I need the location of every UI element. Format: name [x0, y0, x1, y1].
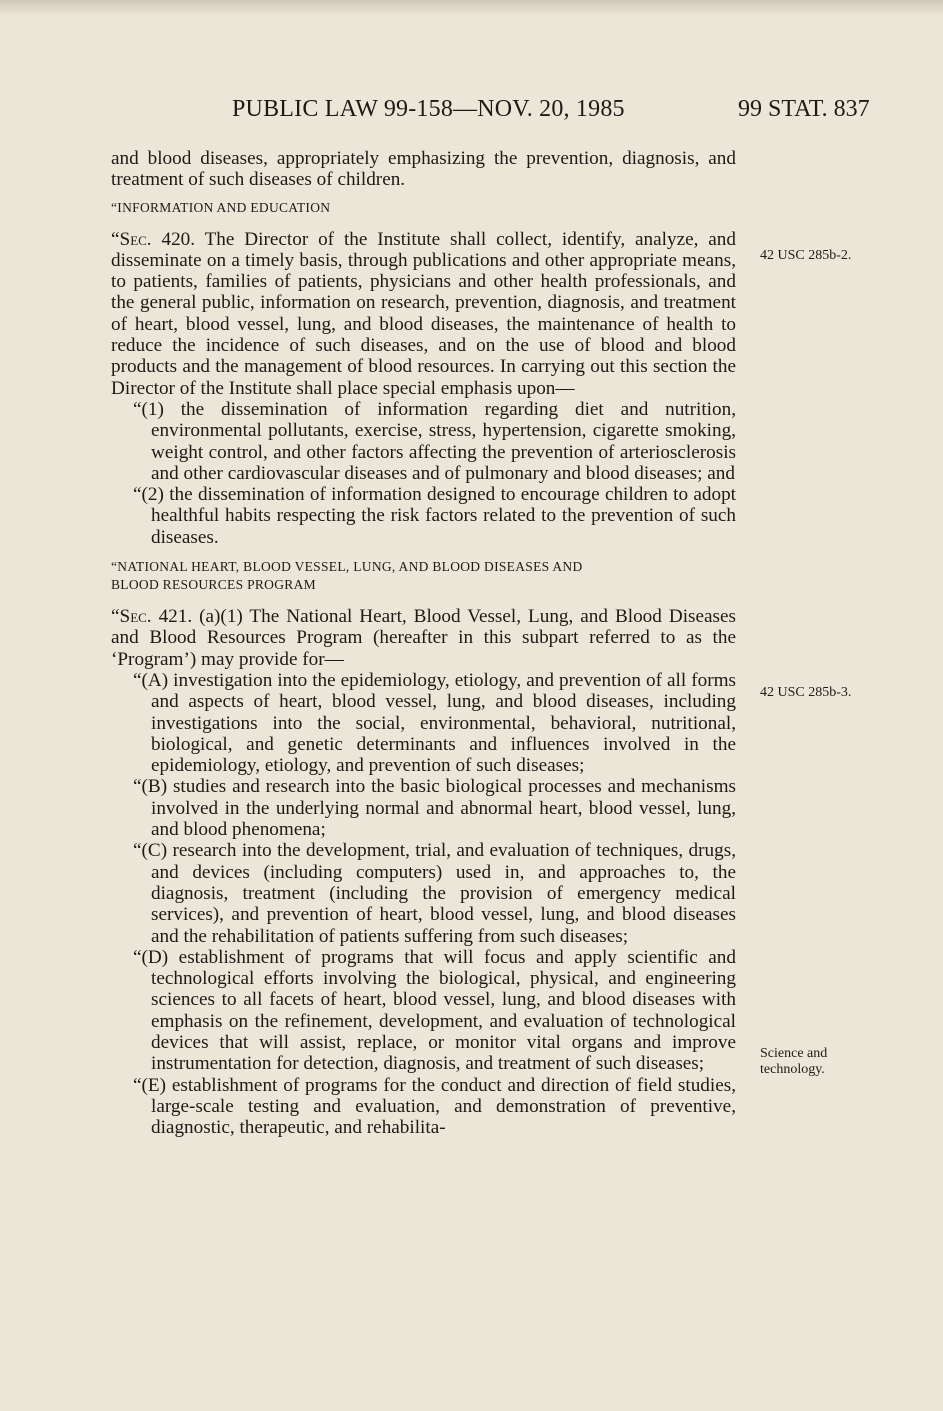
section-heading-information-education: “INFORMATION AND EDUCATION — [111, 199, 331, 215]
section-420-lead: “Sec. — [111, 228, 152, 250]
section-420-item-1: “(1) the dissemination of information regarding diet and nutrition, environmental pollutants, exercise, stress, hypertension, cigarette smoking, weight control, and other factors affecting the prevention of arteriosclerosis and other cardiovascular diseases and of pulmonary and blood diseases; and — [133, 398, 736, 484]
page-edge-shadow — [0, 0, 943, 16]
heading-line-1: “NATIONAL HEART, BLOOD VESSEL, LUNG, AND BLOOD DISEASES AND — [111, 559, 583, 575]
body-text — [111, 148, 736, 1138]
section-421-item-d: “(D) establishment of programs that will focus and apply scientific and technological efforts involving the biological, physical, and engineering sciences to all facets of heart, blood vessel, lung, and blood diseases with emphasis on the refinement, development, and evaluation of technological devices that will assist, replace, or monitor vital organs and improve instrumentation for detection, diagnosis, and treatment of such diseases; — [133, 946, 736, 1075]
section-421-paragraph — [111, 606, 736, 670]
section-heading-national-program — [111, 558, 736, 594]
section-421-item-b: “(B) studies and research into the basic biological processes and mechanisms involved in the underlying normal and abnormal heart, blood vessel, lung, and blood phenomena; — [133, 776, 736, 841]
paragraph-continuation: and blood diseases, appropriately emphasizing the prevention, diagnosis, and treatment of such diseases of children. — [111, 148, 736, 191]
running-head: PUBLIC LAW 99-158—NOV. 20, 1985 — [232, 96, 625, 122]
section-421-lead: “Sec. — [111, 606, 152, 628]
margin-note-usc-285b-3: 42 USC 285b-3. — [760, 685, 852, 700]
margin-note-science-technology — [760, 1046, 827, 1078]
section-421-text: 421. (a)(1) The National Heart, Blood Vessel, Lung, and Blood Diseases and Blood Resources Program (hereafter in this subpart referred to as the ‘Program’) may provide for— — [111, 606, 736, 670]
statute-page-reference: 99 STAT. 837 — [738, 96, 870, 122]
margin-note-line-2: technology. — [760, 1062, 825, 1077]
section-420-item-2: “(2) the dissemination of information designed to encourage children to adopt healthful habits respecting the risk factors related to the prevention of such diseases. — [133, 484, 736, 548]
section-420-paragraph — [111, 229, 736, 399]
section-420-text: 420. The Director of the Institute shall collect, identify, analyze, and disseminate on a timely basis, through publications and other appropriate means, to patients, families of patients, physicians and other health professionals, and the general public, information on research, prevention, diagnosis, and treatment of heart, blood vessel, lung, and blood diseases, the maintenance of health to reduce the incidence of such diseases, and on the use of blood and blood products and the management of blood resources. In carrying out this section the Director of the Institute shall place special emphasis upon— — [111, 228, 736, 399]
section-421-item-e: “(E) establishment of programs for the conduct and direction of field studies, large-scale testing and evaluation, and demonstration of preventive, diagnostic, therapeutic, and rehabilita- — [133, 1074, 736, 1139]
section-421-item-c: “(C) research into the development, trial, and evaluation of techniques, drugs, and devices (including computers) used in, and approaches to, the diagnosis, treatment (including the provision of emergency medical services), and prevention of heart, blood vessel, lung, and blood diseases and the rehabilitation of patients suffering from such diseases; — [133, 840, 736, 947]
margin-note-usc-285b-2: 42 USC 285b-2. — [760, 248, 852, 263]
section-421-item-a: “(A) investigation into the epidemiology, etiology, and prevention of all forms and aspects of heart, blood vessel, lung, and blood diseases, including investigations into the social, environmental, behavioral, nutritional, biological, and genetic determinants and influences involved in the epidemiology, etiology, and prevention of such diseases; — [133, 669, 736, 777]
heading-line-2: BLOOD RESOURCES PROGRAM — [111, 577, 316, 593]
margin-note-line-1: Science and — [760, 1046, 828, 1061]
